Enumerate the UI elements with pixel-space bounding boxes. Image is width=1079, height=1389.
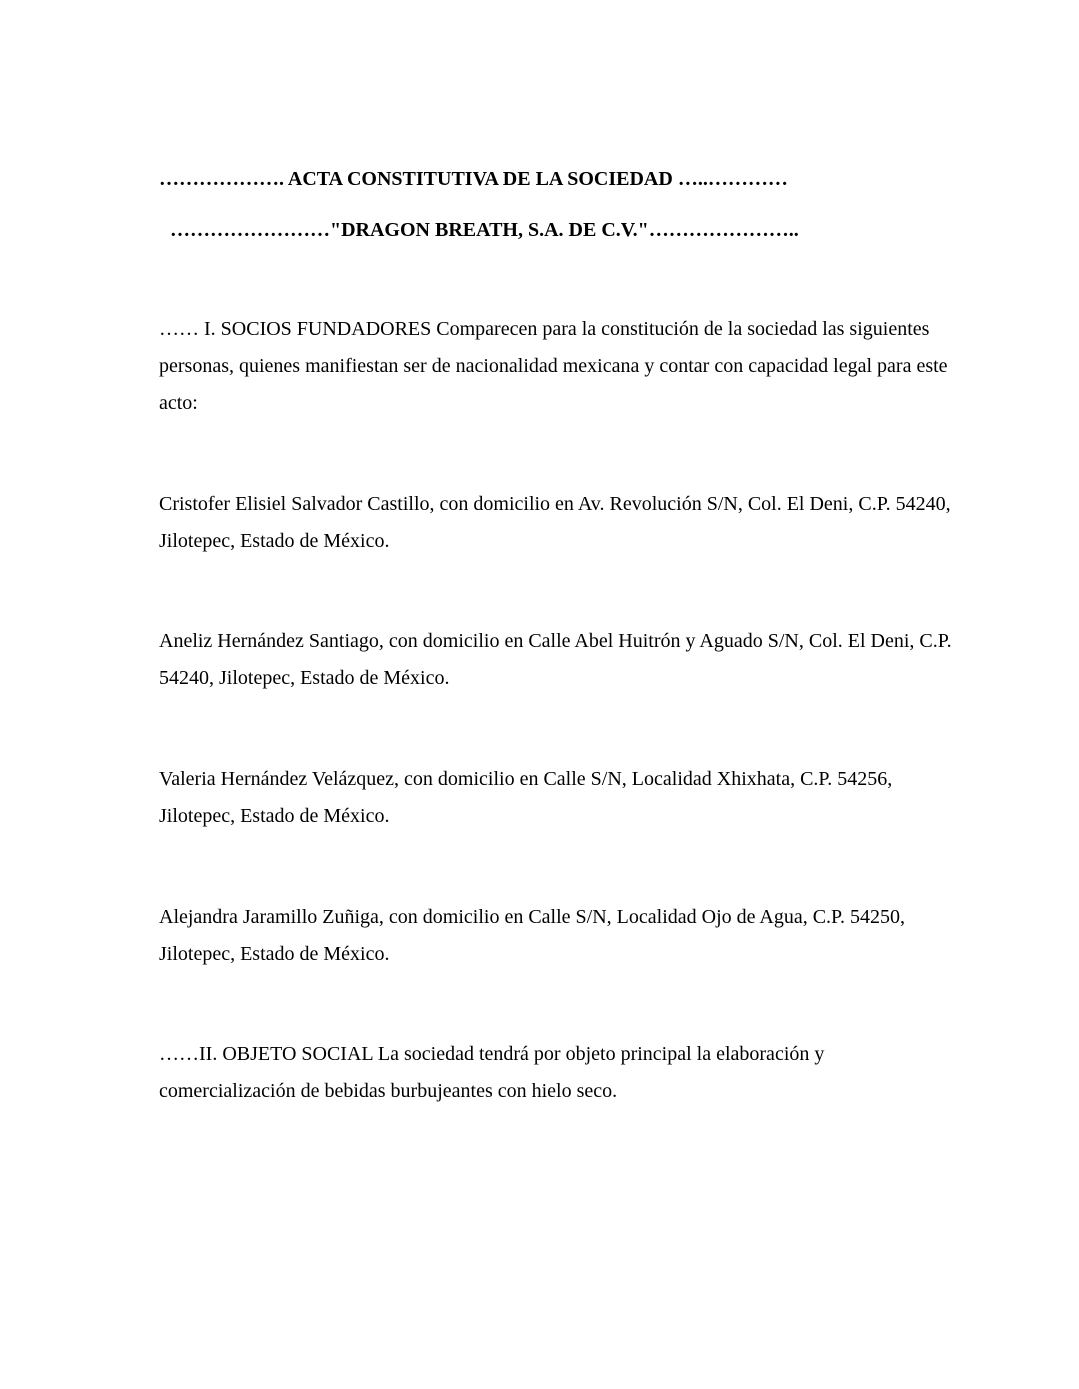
paragraph-socios-fundadores: …… I. SOCIOS FUNDADORES Comparecen para la constitución de la sociedad las siguientes personas, quienes manifiestan ser de nacionalidad mexicana y contar con capacidad legal para este acto:: [159, 318, 948, 414]
paragraph-objeto-social: ……II. OBJETO SOCIAL La sociedad tendrá por objeto principal la elaboración y comercialización de bebidas burbujeantes con hielo seco.: [159, 1043, 825, 1102]
document-title-line-2: ……………………"DRAGON BREATH, S.A. DE C.V."…………………..: [170, 219, 799, 241]
paragraph-socio-2: Aneliz Hernández Santiago, con domicilio en Calle Abel Huitrón y Aguado S/N, Col. El Deni, C.P. 54240, Jilotepec, Estado de México.: [159, 630, 952, 689]
paragraph-socio-4: Alejandra Jaramillo Zuñiga, con domicilio en Calle S/N, Localidad Ojo de Agua, C.P. 54250, Jilotepec, Estado de México.: [159, 906, 905, 965]
paragraph-socio-1: Cristofer Elisiel Salvador Castillo, con domicilio en Av. Revolución S/N, Col. El Deni, C.P. 54240, Jilotepec, Estado de México.: [159, 493, 951, 552]
paragraph-socio-3: Valeria Hernández Velázquez, con domicilio en Calle S/N, Localidad Xhixhata, C.P. 54256, Jilotepec, Estado de México.: [159, 768, 893, 827]
document-title-line-1: ………………. ACTA CONSTITUTIVA DE LA SOCIEDAD …..…………: [159, 168, 788, 190]
